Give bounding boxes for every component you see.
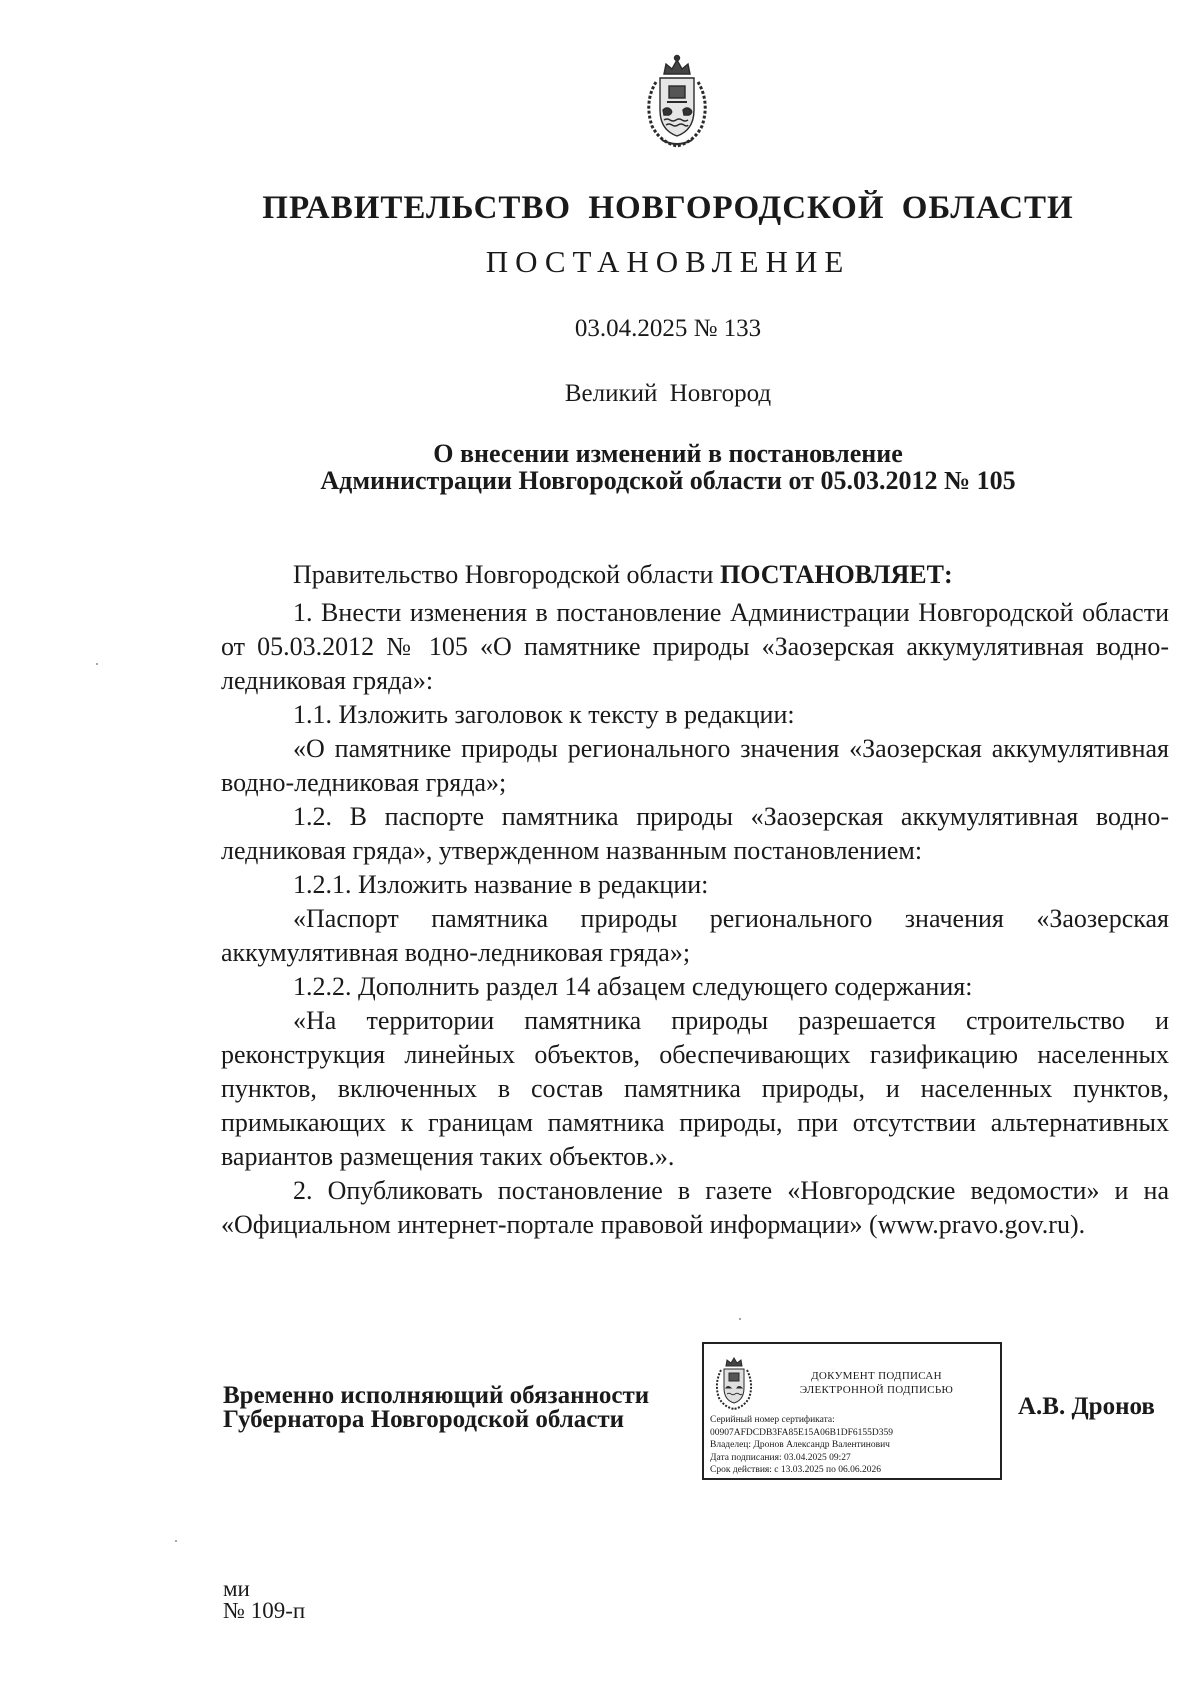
position-line-1: Временно исполняющий обязанности [223,1382,650,1409]
stamp-signed-date: Дата подписания: 03.04.2025 09:27 [710,1452,851,1463]
stamp-coat-of-arms-icon [710,1354,758,1412]
scan-speck [96,663,98,665]
scan-speck [175,1540,177,1542]
document-type: ПОСТАНОВЛЕНИЕ [485,244,851,279]
coat-of-arms-icon [636,52,718,152]
stamp-details [710,1414,1002,1477]
paragraph: «Паспорт памятника природы регионального значения «Заозерская аккумулятивная водно-ледниковая гряда»; [221,904,1169,967]
stamp-serial-label: Серийный номер сертификата: [710,1415,835,1425]
paragraph: 1.1. Изложить заголовок к тексту в редакции: [293,700,795,729]
stamp-heading [784,1369,969,1397]
stamp-validity: Срок действия: с 13.03.2025 по 06.06.2026 [710,1465,881,1475]
signatory-position [223,1384,703,1432]
city-name: Великий Новгород [564,380,772,407]
subject-line-1: О внесении изменений в постановление [433,439,903,468]
government-title: ПРАВИТЕЛЬСТВО НОВГОРОДСКОЙ ОБЛАСТИ [262,190,1074,226]
paragraph: 1.2.1. Изложить название в редакции: [293,870,709,899]
scan-speck [739,1318,741,1320]
footnote [223,1578,305,1622]
stamp-serial-value: 00907AFDCDB3FA85E15A06B1DF6155D359 [710,1427,893,1438]
paragraph: 1.2. В паспорте памятника природы «Заозерская аккумулятивная водно-ледниковая гряда», утвержденном названным постановлением: [221,802,1169,865]
electronic-signature-stamp [702,1342,1002,1480]
preamble [221,558,1169,592]
position-line-2: Губернатора Новгородской области [223,1406,625,1433]
stamp-heading-line-2: ЭЛЕКТРОННОЙ ПОДПИСЬЮ [799,1384,954,1396]
paragraph: 1.2.2. Дополнить раздел 14 абзацем следующего содержания: [293,972,973,1001]
paragraph: 1. Внести изменения в постановление Администрации Новгородской области от 05.03.2012 № 105 «О памятнике природы «Заозерская аккумулятивная водно-ледниковая гряда»: [221,598,1169,695]
subject-line-2: Администрации Новгородской области от 05.03.2012 № 105 [320,466,1016,495]
paragraph: 2. Опубликовать постановление в газете «Новгородские ведомости» и на «Официальном интернет-портале правовой информации» (www.pravo.gov.ru). [221,1176,1169,1239]
stamp-heading-line-1: ДОКУМЕНТ ПОДПИСАН [811,1370,942,1382]
document-body [221,558,1169,1242]
preamble-verb: ПОСТАНОВЛЯЕТ: [719,560,953,589]
signer-name: А.В. Дронов [1018,1393,1155,1420]
document-subject [0,440,1200,494]
footnote-initials: ми [223,1576,250,1601]
paragraph: «На территории памятника природы разрешается строительство и реконструкция линейных объектов, обеспечивающих газификацию населенных пунктов, включенных в состав памятника природы, и населенных пунктов, примыкающих к границам памятника природы, при отсутствии альтернативных вариантов размещения таких объектов.». [221,1006,1169,1171]
paragraph: «О памятнике природы регионального значения «Заозерская аккумулятивная водно-ледниковая гряда»; [221,734,1169,797]
stamp-owner: Владелец: Дронов Александр Валентинович [710,1440,890,1450]
footnote-number: № 109-п [223,1598,306,1623]
document-number: 03.04.2025 № 133 [574,315,762,342]
preamble-text: Правительство Новгородской области [293,560,720,589]
